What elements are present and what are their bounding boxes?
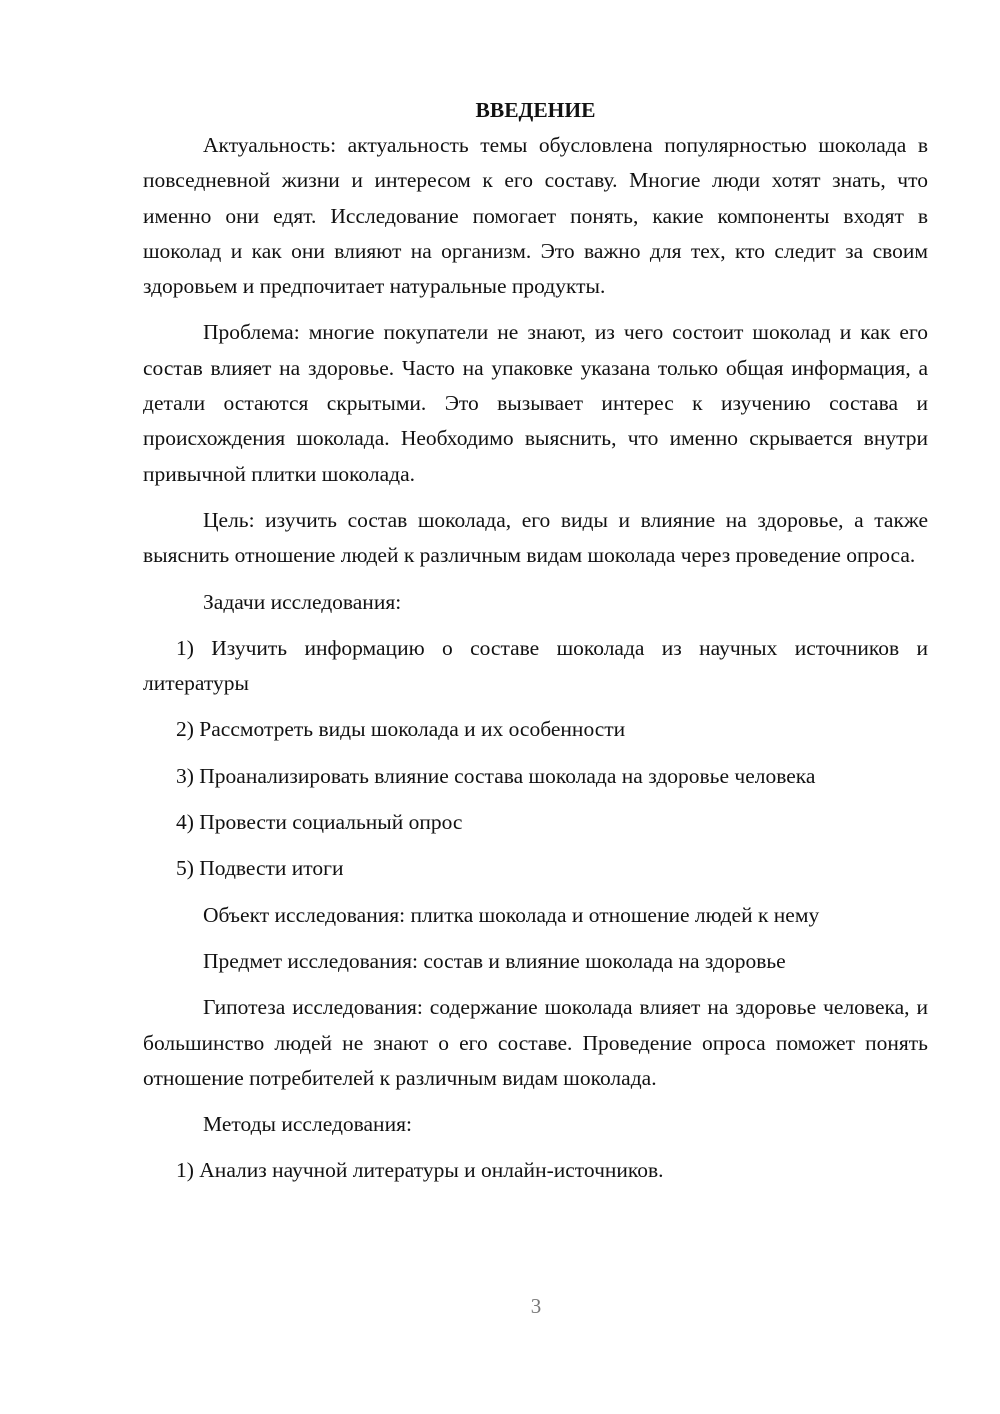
paragraph-subject: Предмет исследования: состав и влияние шоколада на здоровье (203, 948, 786, 973)
paragraph-object: Объект исследования: плитка шоколада и отношение людей к нему (203, 902, 820, 927)
task-item-2: 2) Рассмотреть виды шоколада и их особенности (176, 717, 626, 742)
page-number: 3 (530, 1294, 542, 1318)
task-item-4: 4) Провести социальный опрос (176, 810, 463, 835)
method-item-1: 1) Анализ научной литературы и онлайн-источников. (176, 1158, 664, 1183)
page-content (143, 92, 928, 1189)
page-title: ВВЕДЕНИЕ (475, 98, 596, 122)
task-item-1: 1) Изучить информацию о составе шоколада из научных источников и литературы (143, 635, 928, 696)
paragraph-relevance: Актуальность: актуальность темы обусловлена популярностью шоколада в повседневной жизни и интересом к его составу. Многие люди хотят знать, что именно они едят. Исследование помогает понять, какие компоненты входят в шоколад и как они влияют на организм. Это важно для тех, кто следит за своим здоровьем и предпочитает натуральные продукты. (143, 133, 928, 299)
paragraph-problem: Проблема: многие покупатели не знают, из чего состоит шоколад и как его состав влияет на здоровье. Часто на упаковке указана только общая информация, а детали остаются скрытыми. Это вызывает интерес к изучению состава и происхождения шоколада. Необходимо выяснить, что именно скрывается внутри привычной плитки шоколада. (143, 320, 928, 486)
paragraph-hypothesis: Гипотеза исследования: содержание шоколада влияет на здоровье человека, и большинство людей не знают о его составе. Проведение опроса поможет понять отношение потребителей к различным видам шоколада. (143, 995, 928, 1090)
task-item-5: 5) Подвести итоги (176, 856, 344, 881)
paragraph-goal: Цель: изучить состав шоколада, его виды и влияние на здоровье, а также выяснить отношение людей к различным видам шоколада через проведение опроса. (143, 507, 928, 568)
methods-heading: Методы исследования: (203, 1112, 412, 1137)
task-item-3: 3) Проанализировать влияние состава шоколада на здоровье человека (176, 763, 816, 788)
tasks-heading: Задачи исследования: (203, 589, 402, 614)
